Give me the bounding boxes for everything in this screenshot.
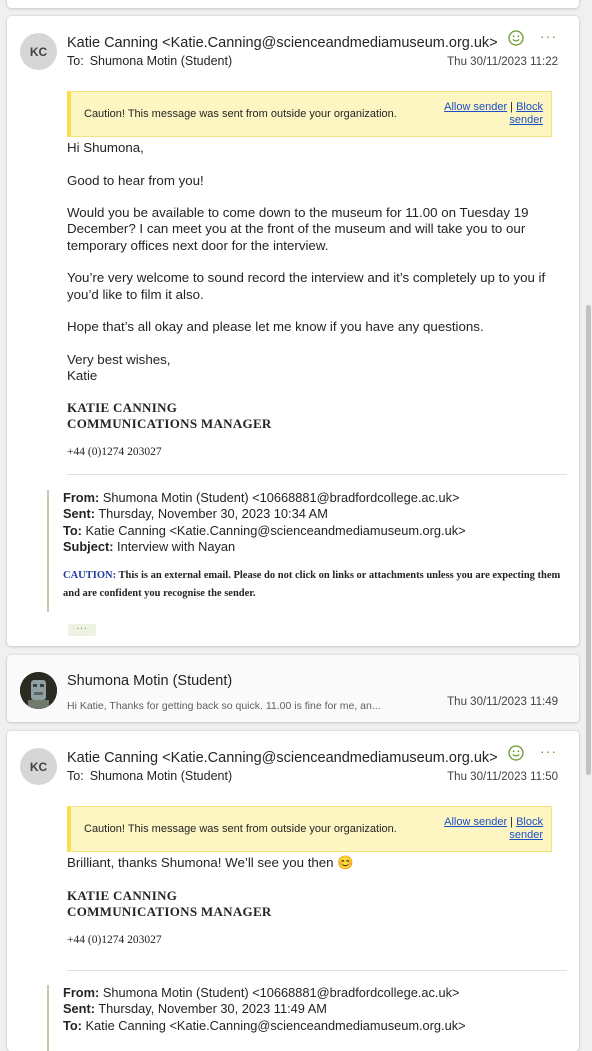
signature-phone: +44 (0)1274 203027 bbox=[67, 933, 162, 946]
signature-name: KATIE CANNING bbox=[67, 400, 178, 416]
message-card-collapsed[interactable] bbox=[7, 655, 579, 722]
warning-text: Caution! This message was sent from outside your organization. bbox=[84, 108, 397, 120]
body-paragraph: Hi Shumona, bbox=[67, 140, 144, 155]
message-date: Thu 30/11/2023 11:22 bbox=[447, 56, 558, 68]
sender-address[interactable]: Katie Canning <Katie.Canning@scienceandmediamuseum.org.uk> bbox=[67, 750, 498, 766]
block-sender-link[interactable]: Block sender bbox=[509, 101, 543, 126]
quoted-from: From: Shumona Motin (Student) <10668881@bradfordcollege.ac.uk> bbox=[63, 985, 460, 1000]
caution-label: CAUTION: bbox=[63, 570, 117, 582]
message-body bbox=[67, 140, 557, 461]
scrollbar-thumb[interactable] bbox=[586, 305, 591, 775]
body-paragraph: Good to hear from you! bbox=[67, 172, 204, 188]
previous-message-card[interactable] bbox=[7, 0, 579, 8]
message-date: Thu 30/11/2023 11:50 bbox=[447, 771, 558, 783]
message-card-expanded bbox=[7, 731, 579, 1051]
quoted-sent: Sent: Thursday, November 30, 2023 11:49 AM bbox=[63, 1001, 327, 1017]
external-sender-warning bbox=[67, 806, 552, 852]
scrollbar[interactable] bbox=[586, 0, 592, 1024]
caution-text: This is an external email. Please do not click on links or attachments unless you are expecting them and are confident you recognise the sender. bbox=[63, 570, 561, 600]
recipient-name[interactable]: Shumona Motin (Student) bbox=[89, 54, 233, 68]
body-paragraph: Would you be available to come down to the museum for 11.00 on Tuesday 19 December? I can meet you at the front of the museum and will take you to our temporary offices next door for the interview. bbox=[67, 205, 529, 253]
quoted-message bbox=[47, 985, 567, 1051]
more-options-icon: ··· bbox=[540, 28, 557, 44]
avatar[interactable] bbox=[20, 672, 57, 709]
profile-photo-icon bbox=[20, 672, 57, 709]
to-label: To: bbox=[67, 54, 84, 68]
to-label: To: bbox=[67, 769, 84, 783]
avatar[interactable]: KC bbox=[20, 33, 57, 70]
signature-phone: +44 (0)1274 203027 bbox=[67, 446, 162, 459]
quoted-subject: Subject: Interview with Nayan bbox=[63, 538, 236, 554]
quote-divider bbox=[67, 474, 567, 475]
message-card-expanded bbox=[7, 16, 579, 646]
more-actions-button[interactable] bbox=[540, 744, 558, 762]
block-sender-link[interactable]: Block sender bbox=[509, 816, 543, 841]
signature-title: COMMUNICATIONS MANAGER bbox=[67, 903, 272, 919]
link-separator: | bbox=[510, 816, 514, 828]
link-separator: | bbox=[510, 101, 514, 113]
ellipsis-icon: ... bbox=[76, 621, 88, 632]
quoted-from: From: Shumona Motin (Student) <10668881@bradfordcollege.ac.uk> bbox=[63, 490, 460, 505]
external-sender-warning bbox=[67, 91, 552, 137]
smiley-icon bbox=[507, 744, 525, 762]
reaction-button[interactable] bbox=[507, 29, 525, 47]
recipient-line bbox=[67, 769, 232, 783]
quoted-to: To: Katie Canning <Katie.Canning@scienceandmediamuseum.org.uk> bbox=[63, 1017, 466, 1033]
recipient-line bbox=[67, 54, 232, 68]
allow-sender-link[interactable]: Allow sender bbox=[444, 101, 508, 113]
allow-sender-link[interactable]: Allow sender bbox=[444, 816, 508, 828]
warning-links bbox=[423, 101, 543, 127]
quoted-message bbox=[47, 490, 567, 612]
avatar[interactable]: KC bbox=[20, 748, 57, 785]
show-trimmed-content-button[interactable] bbox=[68, 621, 96, 636]
quote-divider bbox=[67, 970, 567, 971]
body-paragraph: Brilliant, thanks Shumona! We’ll see you then 😊 bbox=[67, 855, 354, 870]
recipient-name[interactable]: Shumona Motin (Student) bbox=[89, 769, 233, 783]
signoff-name: Katie bbox=[67, 368, 98, 384]
smiley-icon bbox=[507, 29, 525, 47]
reaction-button[interactable] bbox=[507, 744, 525, 762]
signoff-line: Very best wishes, bbox=[67, 351, 171, 367]
message-date: Thu 30/11/2023 11:49 bbox=[447, 696, 558, 708]
quoted-to: To: Katie Canning <Katie.Canning@scienceandmediamuseum.org.uk> bbox=[63, 522, 466, 538]
warning-links bbox=[423, 816, 543, 842]
body-paragraph: Hope that’s all okay and please let me know if you have any questions. bbox=[67, 319, 484, 335]
caution-notice bbox=[63, 567, 567, 603]
sender-name[interactable]: Shumona Motin (Student) bbox=[67, 673, 233, 689]
message-body bbox=[67, 855, 557, 948]
message-preview: Hi Katie, Thanks for getting back so quick. 11.00 is fine for me, an... bbox=[67, 700, 381, 712]
sender-address[interactable]: Katie Canning <Katie.Canning@scienceandmediamuseum.org.uk> bbox=[67, 35, 498, 51]
signature-title: COMMUNICATIONS MANAGER bbox=[67, 416, 272, 432]
warning-text: Caution! This message was sent from outside your organization. bbox=[84, 823, 397, 835]
body-paragraph: You’re very welcome to sound record the interview and it’s completely up to you if you’d like to film it also. bbox=[67, 270, 546, 302]
signature-name: KATIE CANNING bbox=[67, 887, 178, 903]
more-options-icon: ··· bbox=[540, 743, 557, 759]
quoted-sent: Sent: Thursday, November 30, 2023 10:34 AM bbox=[63, 506, 328, 522]
more-actions-button[interactable] bbox=[540, 29, 558, 47]
